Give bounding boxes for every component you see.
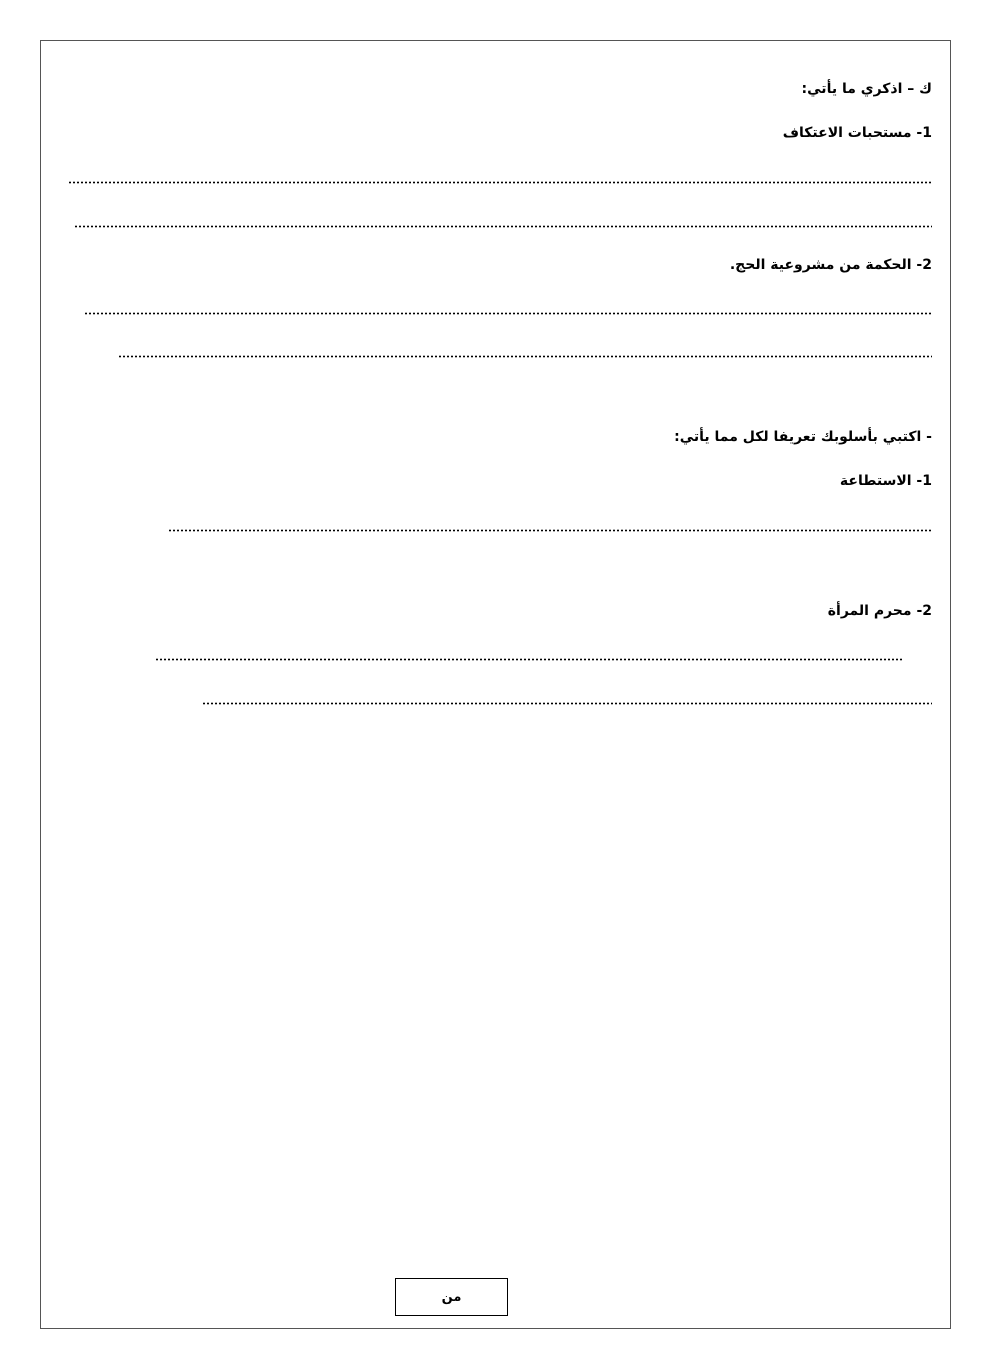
section-define-heading: - اكتبي بأسلوبك تعريفا لكل مما يأتي: xyxy=(674,429,932,445)
answer-line[interactable] xyxy=(84,312,932,315)
section-k-item-2: 2- الحكمة من مشروعية الحج. xyxy=(729,257,932,273)
answer-line[interactable] xyxy=(118,355,932,358)
section-define-item-1: 1- الاستطاعة xyxy=(839,473,932,489)
page-number-box xyxy=(395,1278,508,1316)
page-border xyxy=(40,40,951,1329)
answer-line[interactable] xyxy=(168,529,932,532)
answer-line[interactable] xyxy=(74,225,932,228)
section-k-item-1: 1- مستحبات الاعتكاف xyxy=(782,125,932,141)
page-number-label: من xyxy=(441,1289,462,1305)
section-k-heading: ك – اذكري ما يأتي: xyxy=(801,81,932,97)
answer-line[interactable] xyxy=(202,702,932,705)
answer-line[interactable] xyxy=(155,658,903,661)
section-define-item-2: 2- محرم المرأة xyxy=(827,603,932,619)
answer-line[interactable] xyxy=(68,181,932,184)
